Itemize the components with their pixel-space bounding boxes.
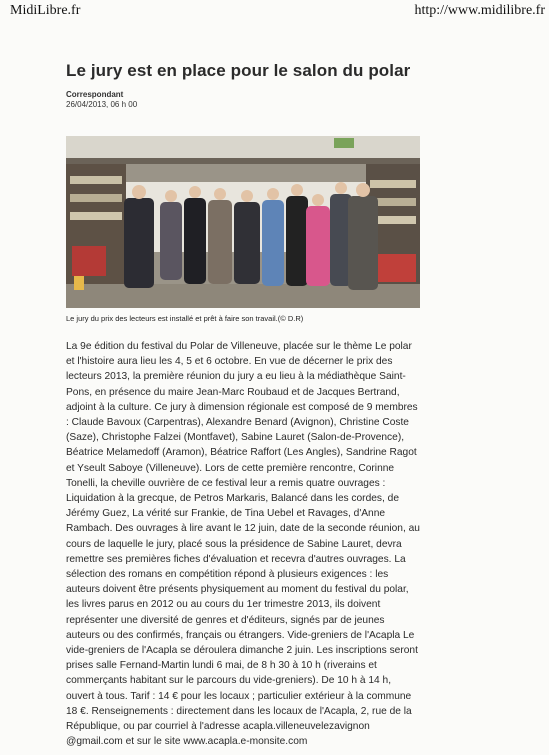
jury-group-photo <box>66 136 420 308</box>
photo-caption: Le jury du prix des lecteurs est installé et prêt à faire son travail.(© D.R) <box>66 314 304 323</box>
byline <box>66 90 420 110</box>
article-body: La 9e édition du festival du Polar de Villeneuve, placée sur le thème Le polar et l'histoire aura lieu les 4, 5 et 6 octobre. En vue de décerner le prix des lecteurs 2013, la première réunion du jury a eu lieu à la médiathèque Saint-Pons, en présence du maire Jean-Marc Roubaud et de Jacques Bertrand, adjoint à la culture. Ce jury à dimension régionale est composé de 9 membres : Claude Bavoux (Carpentras), Alexandre Benard (Avignon), Christine Coste (Saze), Christophe Falzei (Montfavet), Sabine Lauret (Salon-de-Provence), Béatrice Melamedoff (Aramon), Béatrice Raffort (Les Angles), Sandrine Ragot et Yseult Saboye (Villeneuve). Lors de cette première rencontre, Corinne Tonelli, la cheville ouvrière de ce festival leur a remis quatre ouvrages : Liquidation à la grecque, de Petros Markaris, Balancé dans les cordes, de Jérémy Guez, La vérité sur Frankie, de Tina Uebel et Ravages, d'Anne Rambach. Des ouvrages à lire avant le 12 juin, date de la seconde réunion, au cours de laquelle le jury, placé sous la présidence de Sabine Lauret, devra remettre ses premières fiches d'évaluation et recevra d'autres ouvrages. La sélection des romans en compétition répond à plusieurs exigences : les auteurs doivent être présents physiquement au moment du festival du polar, les livres parus en 2012 ou au cours du 1er trimestre 2013, ils doivent représenter une diversité de genres et d'éditeurs, signés par de jeunes auteurs ou des confirmés, français ou étrangers. Vide-greniers de l'Acapla Le vide-greniers de l'Acapla se déroulera dimanche 2 juin. Les inscriptions seront prises salle Fernand-Martin lundi 6 mai, de 8 h 30 à 10 h (riverains et commerçants habitant sur le parcours du vide-greniers). De 10 h à 14 h, ouvert à tous. Tarif : 14 € pour les locaux ; particulier extérieur à la commune 18 €. Renseignements : directement dans les locaux de l'Acapla, 2, rue de la République, ou par courriel à l'adresse acapla.villeneuvelezavignon @gmail.com et sur le site www.acapla.e-monsite.com <box>66 341 420 748</box>
print-header <box>0 0 549 22</box>
article-title: Le jury est en place pour le salon du polar <box>66 61 411 80</box>
article-author: Correspondant <box>66 90 124 99</box>
article-photo <box>66 136 420 308</box>
article <box>66 60 420 749</box>
article-date: 26/04/2013, 06 h 00 <box>66 100 138 109</box>
site-name: MidiLibre.fr <box>10 3 81 18</box>
site-url[interactable]: http://www.midilibre.fr <box>414 3 545 18</box>
